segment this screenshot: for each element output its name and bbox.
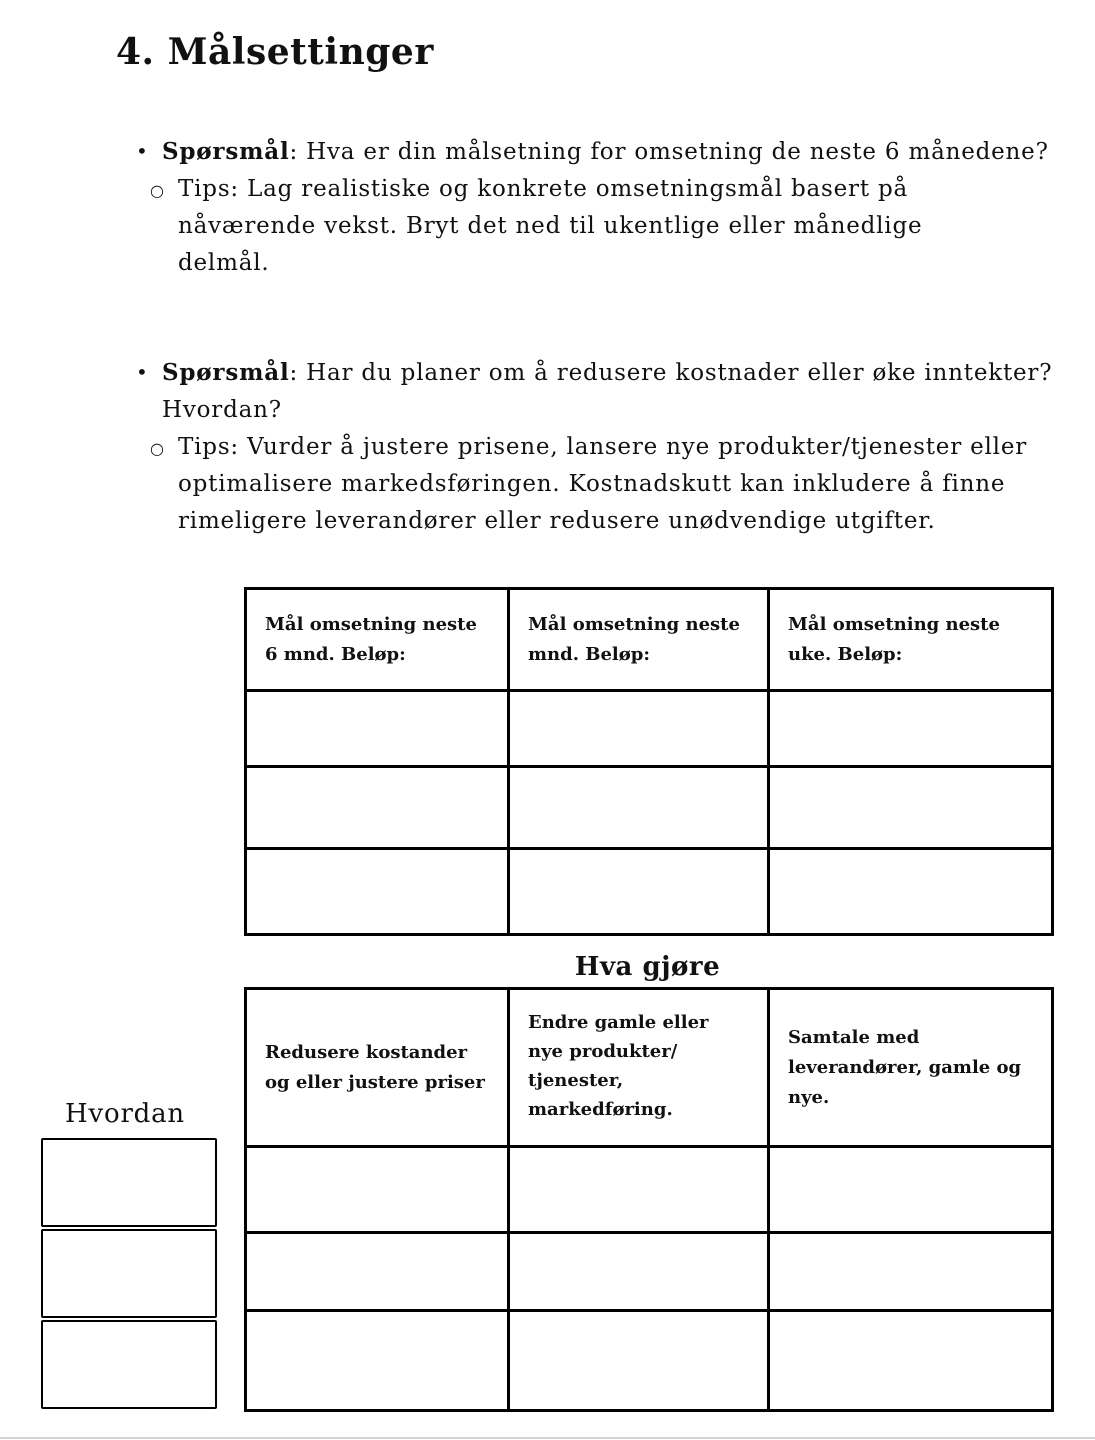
action-cell[interactable] [769,1233,1053,1311]
header-reduce-costs: Redusere kostander og eller justere priser [246,989,509,1147]
table-row [246,1147,1053,1233]
question-text: : Hva er din målsetning for omsetning de neste 6 månedene? [289,139,1049,165]
table-header-row [246,589,1053,691]
action-cell[interactable] [246,1311,509,1411]
action-cell[interactable] [509,1147,769,1233]
bullet-circle-icon: ○ [150,181,165,200]
table-row [246,691,1053,767]
action-cell[interactable] [246,1147,509,1233]
question-item [134,354,1054,429]
tip-item [134,429,1054,540]
goal-cell[interactable] [769,767,1053,849]
goal-cell[interactable] [246,849,509,935]
table-row [246,1233,1053,1311]
goal-cell[interactable] [509,767,769,849]
hvordan-box[interactable] [41,1138,217,1227]
action-cell[interactable] [509,1311,769,1411]
header-change-products: Endre gamle eller nye produkter/ tjenester, markedføring. [509,989,769,1147]
page-divider [0,1437,1095,1439]
goal-cell[interactable] [246,691,509,767]
tip-item [134,171,1014,282]
table-row [246,849,1053,935]
action-cell[interactable] [509,1233,769,1311]
goal-cell[interactable] [509,691,769,767]
goal-cell[interactable] [769,849,1053,935]
table-row [246,1311,1053,1411]
actions-heading: Hva gjøre [574,952,721,982]
goal-cell[interactable] [509,849,769,935]
goal-cell[interactable] [769,691,1053,767]
bullet-circle-icon: ○ [150,439,165,458]
page-title: 4. Målsettinger [116,31,434,73]
header-talk-suppliers: Samtale med leverandører, gamle og nye. [769,989,1053,1147]
table-header-row [246,989,1053,1147]
question-list-1 [134,133,1054,282]
action-cell[interactable] [769,1147,1053,1233]
action-cell[interactable] [769,1311,1053,1411]
question-item [134,133,1054,171]
header-goal-next-month: Mål omsetning neste mnd. Beløp: [509,589,769,691]
hvordan-box[interactable] [41,1229,217,1318]
hvordan-label: Hvordan [65,1099,185,1129]
tip-text: Tips: Vurder å justere prisene, lansere nye produkter/tjenester eller optimalisere markedsføringen. Kostnadskutt kan inkludere å finne rimeligere leverandører eller redusere unødvendige utgifter. [178,434,1028,534]
revenue-goals-table [244,587,1054,936]
hvordan-box[interactable] [41,1320,217,1409]
action-cell[interactable] [246,1233,509,1311]
bullet-disc-icon: • [136,360,149,384]
goal-cell[interactable] [246,767,509,849]
header-goal-next-week: Mål omsetning neste uke. Beløp: [769,589,1053,691]
question-text: : Har du planer om å redusere kostnader eller øke inntekter? Hvordan? [162,360,1053,423]
tip-text: Tips: Lag realistiske og konkrete omsetningsmål basert på nåværende vekst. Bryt det ned til ukentlige eller månedlige delmål. [178,176,923,276]
actions-table [244,987,1054,1412]
table-row [246,767,1053,849]
question-list-2 [134,354,1054,540]
bullet-disc-icon: • [136,139,149,163]
question-label: Spørsmål [162,359,290,386]
header-goal-6-months: Mål omsetning neste 6 mnd. Beløp: [246,589,509,691]
question-label: Spørsmål [162,138,290,165]
